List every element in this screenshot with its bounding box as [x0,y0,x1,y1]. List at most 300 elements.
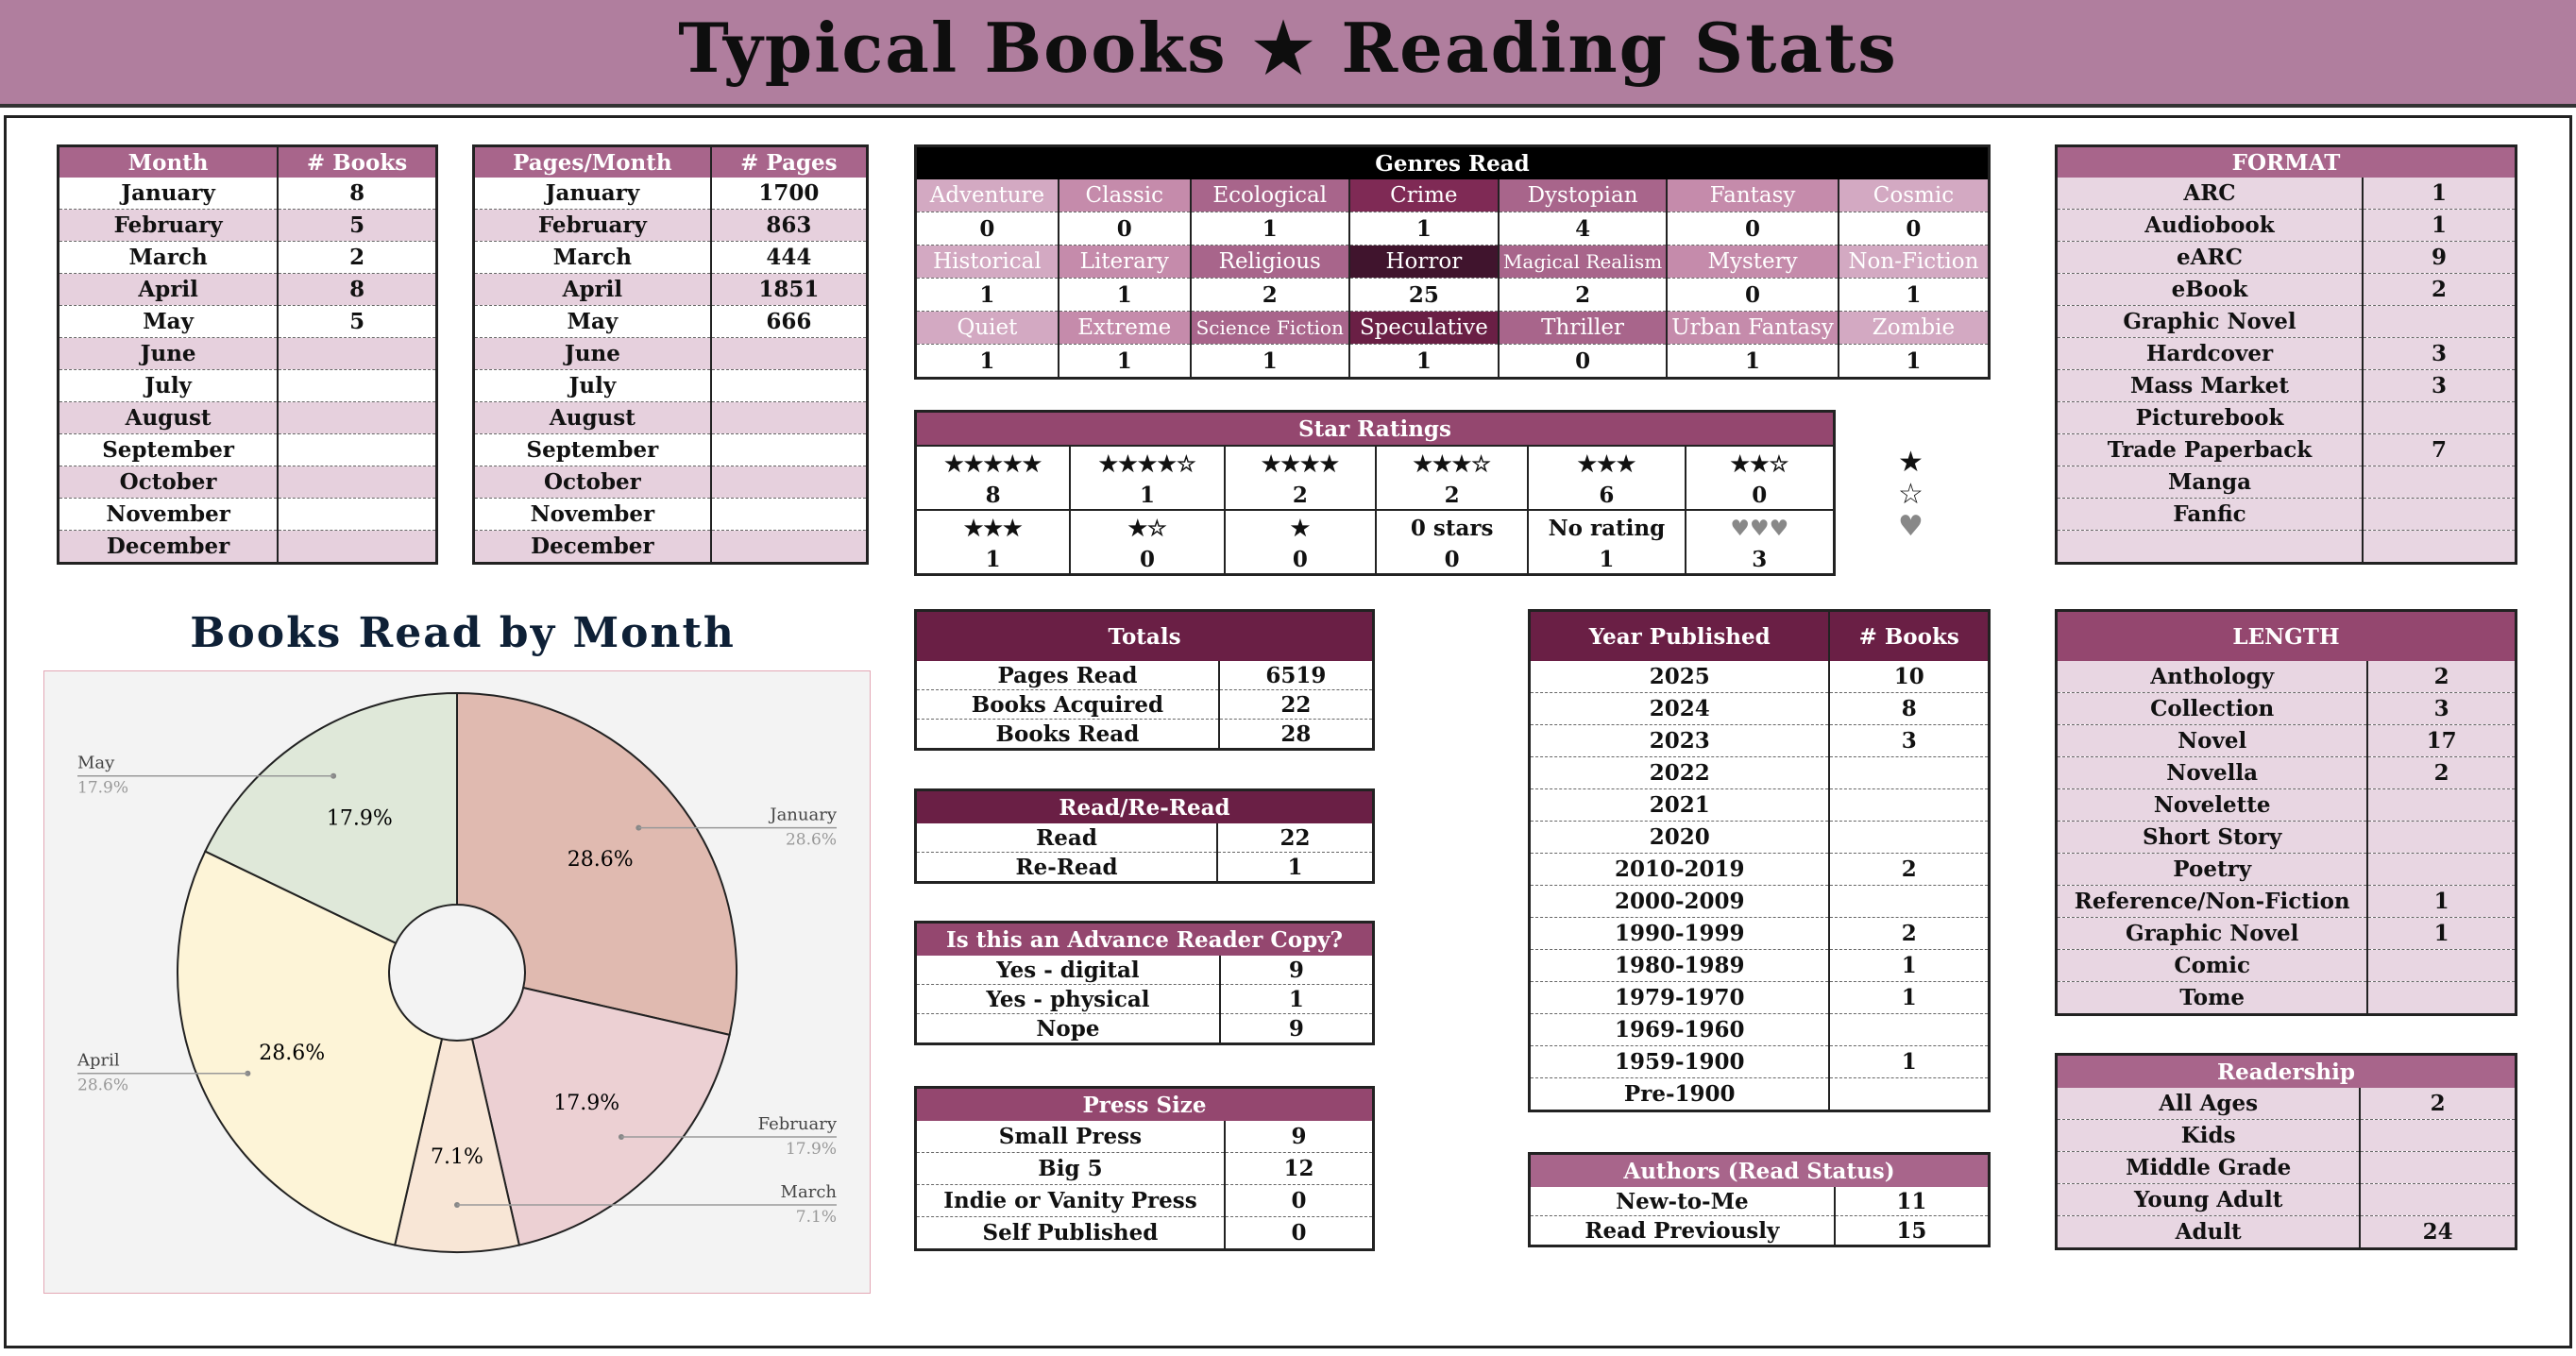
table-row [916,1185,1374,1217]
table-row [2057,1120,2517,1152]
table-cell: Yes - digital [916,956,1220,985]
table-row [2057,370,2517,402]
table-cell: 12 [1225,1153,1374,1185]
table-header: Month [59,146,279,178]
genre-label: Thriller [1499,312,1667,345]
table-cell: 1 [1829,1046,1989,1078]
table-cell: 2022 [1530,757,1830,789]
table-row [474,178,868,210]
totals-table [914,609,1375,751]
table-row [59,531,437,564]
genre-label: Cosmic [1839,179,1990,212]
table-cell [278,434,436,466]
rating-count: 2 [1225,481,1376,510]
table-cell: February [474,210,711,242]
table-cell [278,466,436,499]
table-cell: Hardcover [2057,338,2363,370]
table-row [2057,466,2517,499]
table-cell: Graphic Novel [2057,306,2363,338]
table-cell [1829,1078,1989,1111]
table-cell: 1 [2367,918,2516,950]
table-cell: 2021 [1530,789,1830,822]
table-header: Year Published [1530,611,1830,662]
table-cell: 5 [278,210,436,242]
table-cell: Big 5 [916,1153,1225,1185]
table-cell [2363,402,2517,434]
table-row [474,531,868,564]
table-cell: 17 [2367,725,2516,757]
table-cell [2367,950,2516,982]
table-cell [278,338,436,370]
genre-count: 0 [1059,212,1191,246]
table-header: Totals [916,611,1374,662]
table-cell [278,531,436,564]
table-cell: Collection [2057,693,2368,725]
genre-label: Zombie [1839,312,1990,345]
table-row [474,402,868,434]
table-cell [711,531,868,564]
slice-category-label: February [757,1113,837,1134]
genre-label: Classic [1059,179,1191,212]
table-cell: January [474,178,711,210]
table-row [474,306,868,338]
table-cell: Anthology [2057,661,2368,693]
table-cell: 24 [2360,1216,2516,1249]
table-row [2057,434,2517,466]
table-cell: 2010-2019 [1530,854,1830,886]
table-cell: Reference/Non-Fiction [2057,886,2368,918]
table-cell: 1979-1970 [1530,982,1830,1014]
genre-count: 0 [1667,279,1839,312]
rating-count: 8 [916,481,1071,510]
table-cell: August [474,402,711,434]
table-cell: Young Adult [2057,1184,2361,1216]
table-cell [1829,822,1989,854]
table-cell: Kids [2057,1120,2361,1152]
star-ratings-table [914,410,1836,576]
table-cell: 0 [1225,1217,1374,1250]
slice-percent-label: 17.9% [553,1092,620,1116]
table-row [2057,402,2517,434]
genre-label: Science Fiction [1191,312,1349,345]
table-cell: 8 [278,274,436,306]
genre-label: Quiet [916,312,1059,345]
genre-label: Adventure [916,179,1059,212]
table-row [2057,1216,2517,1249]
table-row [2057,757,2517,789]
table-header: # Books [278,146,436,178]
table-row [916,985,1374,1014]
table-cell [278,370,436,402]
table-row [2057,789,2517,822]
table-row [59,274,437,306]
table-row [474,499,868,531]
table-row [2057,950,2517,982]
table-row [474,338,868,370]
table-cell: 1959-1900 [1530,1046,1830,1078]
table-cell: 863 [711,210,868,242]
rating-count: 1 [1528,545,1685,575]
genre-label: Religious [1191,246,1349,279]
format-table [2055,144,2517,565]
pages-per-month-table [472,144,869,565]
table-row [916,1217,1374,1250]
slice-category-label: January [770,805,837,825]
table-cell: 2000-2009 [1530,886,1830,918]
table-cell: Middle Grade [2057,1152,2361,1184]
table-cell: 1851 [711,274,868,306]
table-cell [1829,757,1989,789]
slice-percent-label: 17.9% [326,806,393,831]
slice-category-label: April [77,1050,120,1071]
genre-count: 4 [1499,212,1667,246]
page-title: Typical Books ★ Reading Stats [678,8,1898,88]
table-cell: Books Acquired [916,690,1219,720]
table-cell [2367,789,2516,822]
rating-label: ♥♥♥ [1686,510,1835,545]
table-row [2057,338,2517,370]
genre-count: 2 [1499,279,1667,312]
table-cell: 3 [2363,370,2517,402]
table-cell [1829,789,1989,822]
table-cell: December [59,531,279,564]
genre-label: Non-Fiction [1839,246,1990,279]
table-cell: Tome [2057,982,2368,1015]
table-row [2057,274,2517,306]
table-header: Readership [2057,1055,2517,1089]
table-row [474,274,868,306]
table-cell: November [59,499,279,531]
table-cell: Graphic Novel [2057,918,2368,950]
table-row [59,434,437,466]
genre-count: 1 [1839,279,1990,312]
genre-count: 1 [1059,345,1191,379]
genre-label: Urban Fantasy [1667,312,1839,345]
table-row [1530,789,1990,822]
rating-count: 0 [1686,481,1835,510]
table-row [2057,178,2517,210]
table-row [916,1014,1374,1044]
table-row [59,466,437,499]
slice-category-percent: 28.6% [77,1076,129,1095]
table-cell: August [59,402,279,434]
table-header: # Pages [711,146,868,178]
table-cell [711,466,868,499]
table-cell: September [474,434,711,466]
chart-title: Books Read by Month [190,609,736,657]
rating-label: ★★★ [1528,446,1685,481]
genre-count: 25 [1349,279,1499,312]
table-cell: Fanfic [2057,499,2363,531]
table-cell: 2 [2360,1088,2516,1120]
rating-label: ★★★☆ [1376,446,1528,481]
table-cell: 9 [1220,956,1374,985]
genre-label: Literary [1059,246,1191,279]
table-cell: 1 [1829,950,1989,982]
rating-label: ★★★★ [1225,446,1376,481]
table-cell: October [59,466,279,499]
table-cell: All Ages [2057,1088,2361,1120]
table-cell: Picturebook [2057,402,2363,434]
table-row [1530,1187,1990,1216]
table-cell: 2 [278,242,436,274]
table-cell [2367,854,2516,886]
genre-label: Horror [1349,246,1499,279]
genre-label: Dystopian [1499,179,1667,212]
table-row [916,1121,1374,1153]
table-row [59,210,437,242]
genre-label: Extreme [1059,312,1191,345]
table-cell: New-to-Me [1530,1187,1835,1216]
table-cell [2360,1184,2516,1216]
rating-label: 0 stars [1376,510,1528,545]
slice-category-percent: 17.9% [77,778,129,798]
table-header: Star Ratings [916,412,1835,447]
table-row [59,306,437,338]
table-header: Pages/Month [474,146,711,178]
table-cell: Poetry [2057,854,2368,886]
genre-count: 1 [916,279,1059,312]
genre-count: 1 [1349,212,1499,246]
table-row [2057,886,2517,918]
table-row [1530,661,1990,693]
table-cell [711,370,868,402]
table-cell [2360,1120,2516,1152]
books-per-month-table [57,144,438,565]
table-row [59,499,437,531]
genre-label: Historical [916,246,1059,279]
table-cell: Short Story [2057,822,2368,854]
table-row [1530,757,1990,789]
table-cell: Audiobook [2057,210,2363,242]
table-row [1530,725,1990,757]
genre-count: 0 [1839,212,1990,246]
table-cell [711,402,868,434]
table-cell: 2025 [1530,661,1830,693]
heart-icon: ♥ [1898,510,1924,543]
readership-table [2055,1053,2517,1250]
genre-count: 1 [1349,345,1499,379]
table-cell [278,499,436,531]
table-cell: Books Read [916,720,1219,750]
table-cell: Pages Read [916,661,1219,690]
header-bar [0,0,2576,108]
table-row [1530,693,1990,725]
table-header: Authors (Read Status) [1530,1154,1990,1188]
table-cell: October [474,466,711,499]
table-cell [2363,499,2517,531]
table-cell: ARC [2057,178,2363,210]
table-cell: Small Press [916,1121,1225,1153]
rating-count: 0 [1376,545,1528,575]
table-cell: May [474,306,711,338]
table-cell [711,499,868,531]
table-cell: May [59,306,279,338]
slice-percent-label: 28.6% [567,848,634,873]
table-row [916,690,1374,720]
table-cell: Adult [2057,1216,2361,1249]
slice-category-percent: 7.1% [795,1208,837,1227]
table-row [2057,822,2517,854]
full-star-icon: ★ [1898,446,1924,479]
table-cell [2360,1152,2516,1184]
table-header: FORMAT [2057,146,2517,178]
table-cell: 9 [1220,1014,1374,1044]
table-row [916,956,1374,985]
table-cell: Novella [2057,757,2368,789]
table-cell [2367,982,2516,1015]
table-cell: 3 [2367,693,2516,725]
table-row [474,434,868,466]
table-row [59,242,437,274]
table-cell: 1990-1999 [1530,918,1830,950]
table-row [1530,1014,1990,1046]
table-cell: Read Previously [1530,1216,1835,1246]
table-cell: April [474,274,711,306]
table-cell: Self Published [916,1217,1225,1250]
rating-count: 3 [1686,545,1835,575]
table-header: Is this an Advance Reader Copy? [916,923,1374,957]
table-cell: 10 [1829,661,1989,693]
genre-count: 0 [916,212,1059,246]
table-cell: December [474,531,711,564]
table-cell: 2023 [1530,725,1830,757]
authors-read-status-table [1528,1152,1991,1247]
slice-percent-label: 28.6% [259,1042,326,1066]
table-header: Genres Read [916,146,1990,180]
rating-label: ★★★ [916,510,1071,545]
table-cell: November [474,499,711,531]
table-cell: 2024 [1530,693,1830,725]
slice-category-percent: 28.6% [785,830,837,850]
table-row [2057,725,2517,757]
table-cell: June [474,338,711,370]
table-cell: Mass Market [2057,370,2363,402]
genre-label: Speculative [1349,312,1499,345]
books-by-month-pie-chart [43,670,871,1294]
genre-label: Fantasy [1667,179,1839,212]
table-row [1530,982,1990,1014]
table-cell [2363,466,2517,499]
table-cell: July [474,370,711,402]
table-row [2057,210,2517,242]
genre-count: 2 [1191,279,1349,312]
table-cell: Trade Paperback [2057,434,2363,466]
table-cell: 1 [1829,982,1989,1014]
advance-reader-copy-table [914,921,1375,1045]
table-cell [2367,822,2516,854]
table-cell: 2 [2367,661,2516,693]
table-cell: 22 [1219,690,1374,720]
table-cell [711,338,868,370]
table-cell: 2 [2367,757,2516,789]
table-row [2057,982,2517,1015]
table-cell: 1 [2367,886,2516,918]
table-cell [711,434,868,466]
table-cell: 8 [278,178,436,210]
table-row [2057,1088,2517,1120]
table-cell: 2 [2363,274,2517,306]
table-row [2057,918,2517,950]
table-cell: July [59,370,279,402]
table-row [2057,693,2517,725]
genre-count: 1 [1839,345,1990,379]
genre-count: 0 [1667,212,1839,246]
table-row [2057,306,2517,338]
table-cell [2363,306,2517,338]
table-cell: Re-Read [916,853,1218,883]
table-header: Read/Re-Read [916,790,1374,824]
table-cell: 3 [1829,725,1989,757]
genre-label: Ecological [1191,179,1349,212]
table-row [916,1153,1374,1185]
table-row [916,720,1374,750]
rating-count: 1 [1070,481,1224,510]
table-cell: March [59,242,279,274]
empty-star-icon: ☆ [1898,478,1924,511]
table-row [1530,1046,1990,1078]
table-cell: 1 [1220,985,1374,1014]
rating-label: ★★☆ [1686,446,1835,481]
table-cell: 9 [2363,242,2517,274]
table-row [59,402,437,434]
slice-category-label: May [77,753,115,773]
table-row [2057,531,2517,564]
table-cell: 2 [1829,918,1989,950]
table-cell: 5 [278,306,436,338]
table-cell: Yes - physical [916,985,1220,1014]
table-row [474,242,868,274]
table-row [1530,886,1990,918]
rating-count: 1 [916,545,1071,575]
table-cell [1829,886,1989,918]
table-cell: eARC [2057,242,2363,274]
table-cell: Novel [2057,725,2368,757]
table-cell: 1 [2363,210,2517,242]
rating-count: 0 [1070,545,1224,575]
table-cell: 6519 [1219,661,1374,690]
rating-label: ★★★★☆ [1070,446,1224,481]
table-cell: 1 [2363,178,2517,210]
table-cell: Manga [2057,466,2363,499]
table-cell: eBook [2057,274,2363,306]
slice-percent-label: 7.1% [431,1145,483,1169]
table-cell: 1969-1960 [1530,1014,1830,1046]
table-cell: 666 [711,306,868,338]
rating-label: ★★★★★ [916,446,1071,481]
genre-count: 1 [1191,345,1349,379]
table-cell: 9 [1225,1121,1374,1153]
table-cell: March [474,242,711,274]
genre-label: Magical Realism [1499,246,1667,279]
table-row [1530,1078,1990,1111]
genre-label: Mystery [1667,246,1839,279]
table-row [474,210,868,242]
table-header: Press Size [916,1088,1374,1122]
table-row [2057,499,2517,531]
table-cell: 1 [1217,853,1373,883]
table-header: LENGTH [2057,611,2517,662]
table-cell: Pre-1900 [1530,1078,1830,1111]
table-row [916,823,1374,853]
table-cell: 22 [1217,823,1373,853]
table-row [2057,1184,2517,1216]
table-cell: 0 [1225,1185,1374,1217]
table-cell [278,402,436,434]
table-header: # Books [1829,611,1989,662]
table-cell [2363,531,2517,564]
table-cell: 7 [2363,434,2517,466]
